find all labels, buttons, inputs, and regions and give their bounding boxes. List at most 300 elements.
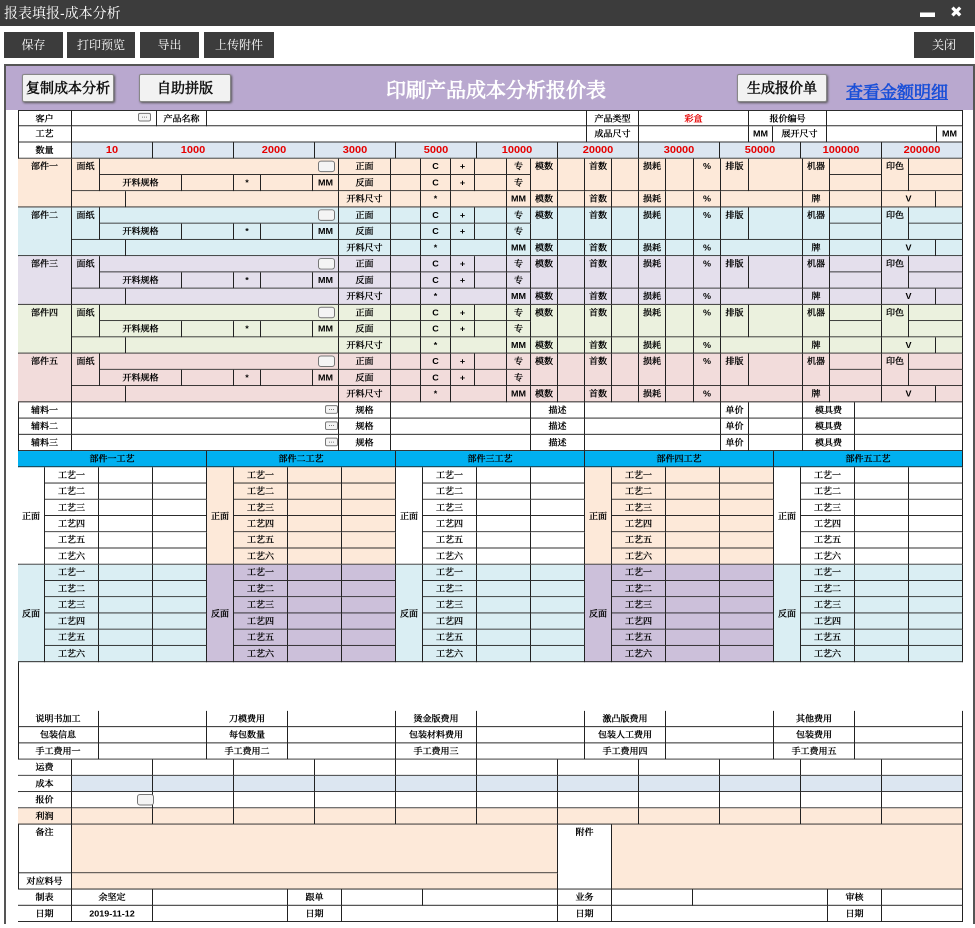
- copy-cost-analysis-button[interactable]: 复制成本分析: [22, 74, 114, 102]
- cost-input[interactable]: [639, 808, 720, 824]
- spot-input[interactable]: [475, 224, 507, 240]
- cost-input[interactable]: [396, 792, 477, 808]
- process-item-cost-input[interactable]: [342, 500, 396, 516]
- process-item-input[interactable]: [666, 484, 720, 500]
- process-item-cost-input[interactable]: [720, 467, 774, 483]
- cost-input[interactable]: [639, 776, 720, 792]
- material-no-input[interactable]: [72, 873, 558, 889]
- process-item-cost-input[interactable]: [720, 532, 774, 548]
- front-input[interactable]: [391, 207, 421, 223]
- layout-input[interactable]: [749, 256, 803, 288]
- cost-input[interactable]: [396, 776, 477, 792]
- maker-name[interactable]: 余坚定: [72, 890, 153, 906]
- process-item-input[interactable]: [666, 532, 720, 548]
- first-count-input[interactable]: [612, 337, 639, 353]
- first-count-input[interactable]: [612, 191, 639, 207]
- product-type-input[interactable]: 彩盒: [639, 110, 749, 126]
- product-name-input[interactable]: [207, 110, 587, 126]
- process-item-input[interactable]: [288, 630, 342, 646]
- cost-input[interactable]: [234, 760, 315, 776]
- fee-input[interactable]: [288, 727, 396, 743]
- process-item-cost-input[interactable]: [720, 548, 774, 564]
- cost-input[interactable]: [639, 760, 720, 776]
- process-item-cost-input[interactable]: [342, 467, 396, 483]
- process-item-input[interactable]: [855, 597, 909, 613]
- first-count-input[interactable]: [612, 159, 639, 191]
- quantity-cell[interactable]: 50000: [720, 142, 801, 158]
- cost-input[interactable]: [558, 792, 639, 808]
- quote-no-input[interactable]: [827, 110, 963, 126]
- cut-spec-w-input[interactable]: [182, 321, 234, 337]
- cost-input[interactable]: [315, 792, 396, 808]
- process-item-input[interactable]: [855, 565, 909, 581]
- loss-input[interactable]: [666, 305, 694, 337]
- machine-input[interactable]: [830, 207, 882, 223]
- process-item-input[interactable]: [288, 532, 342, 548]
- cost-input[interactable]: [882, 776, 963, 792]
- process-item-cost-input[interactable]: [153, 565, 207, 581]
- process-item-input[interactable]: [855, 630, 909, 646]
- loss-input[interactable]: [666, 207, 694, 239]
- fee-input[interactable]: [855, 743, 963, 759]
- process-item-cost-input[interactable]: [531, 516, 585, 532]
- spot-input[interactable]: [475, 305, 507, 321]
- process-item-cost-input[interactable]: [909, 467, 963, 483]
- mold-count-input[interactable]: [558, 240, 585, 256]
- cost-input[interactable]: [882, 760, 963, 776]
- process-item-input[interactable]: [477, 500, 531, 516]
- unit-price-input[interactable]: [749, 402, 803, 418]
- process-item-cost-input[interactable]: [531, 467, 585, 483]
- paper-input[interactable]: [100, 305, 339, 321]
- paper-input[interactable]: [100, 354, 339, 370]
- process-item-cost-input[interactable]: [153, 532, 207, 548]
- cost-input[interactable]: [558, 760, 639, 776]
- cut-spec-w-input[interactable]: [182, 224, 234, 240]
- process-item-input[interactable]: [288, 548, 342, 564]
- paper-extra-input[interactable]: [72, 191, 126, 207]
- machine-input[interactable]: [830, 272, 882, 288]
- spot-input[interactable]: [475, 175, 507, 191]
- remark-input[interactable]: [72, 825, 558, 874]
- process-item-input[interactable]: [666, 500, 720, 516]
- layout-input[interactable]: [749, 354, 803, 386]
- quantity-cell[interactable]: 20000: [558, 142, 639, 158]
- process-item-cost-input[interactable]: [909, 484, 963, 500]
- paper-pick-button[interactable]: [318, 209, 335, 220]
- back-input[interactable]: [391, 224, 421, 240]
- quantity-cell[interactable]: 2000: [234, 142, 315, 158]
- mold-count-input[interactable]: [558, 159, 585, 191]
- process-item-cost-input[interactable]: [153, 467, 207, 483]
- quantity-cell[interactable]: 10: [72, 142, 153, 158]
- desc-input[interactable]: [585, 402, 721, 418]
- cost-input[interactable]: [153, 792, 234, 808]
- cost-input[interactable]: [396, 808, 477, 824]
- cost-input[interactable]: [477, 792, 558, 808]
- process-item-input[interactable]: [477, 516, 531, 532]
- process-item-cost-input[interactable]: [909, 613, 963, 629]
- cost-input[interactable]: [72, 776, 153, 792]
- cut-size-extra-input[interactable]: [126, 191, 339, 207]
- fee-input[interactable]: [477, 711, 585, 727]
- process-item-cost-input[interactable]: [531, 630, 585, 646]
- back-input[interactable]: [391, 370, 421, 386]
- cut-spec-w-input[interactable]: [182, 272, 234, 288]
- loss-input[interactable]: [666, 289, 694, 305]
- unit-price-input[interactable]: [749, 435, 803, 451]
- process-item-cost-input[interactable]: [153, 630, 207, 646]
- process-item-input[interactable]: [855, 516, 909, 532]
- fee-input[interactable]: [666, 743, 774, 759]
- quantity-cell[interactable]: 10000: [477, 142, 558, 158]
- process-item-cost-input[interactable]: [909, 581, 963, 597]
- spot-input[interactable]: [475, 321, 507, 337]
- paper-input[interactable]: [100, 159, 339, 175]
- machine-input[interactable]: [830, 256, 882, 272]
- process-item-input[interactable]: [99, 646, 153, 662]
- material-pick-button[interactable]: ...: [325, 405, 338, 414]
- front-input[interactable]: [391, 354, 421, 370]
- cost-input[interactable]: [72, 808, 153, 824]
- cost-input[interactable]: [153, 808, 234, 824]
- business-input[interactable]: [612, 890, 693, 906]
- cost-input[interactable]: [234, 792, 315, 808]
- cut-size-w-input[interactable]: [391, 337, 421, 353]
- spot-input[interactable]: [475, 370, 507, 386]
- quantity-cell[interactable]: 200000: [882, 142, 963, 158]
- v-input[interactable]: [936, 289, 963, 305]
- loss-input[interactable]: [666, 191, 694, 207]
- process-input[interactable]: [72, 126, 587, 142]
- process-item-input[interactable]: [855, 613, 909, 629]
- layout-extra-input[interactable]: [721, 191, 803, 207]
- process-item-input[interactable]: [99, 548, 153, 564]
- follow-extra[interactable]: [423, 890, 558, 906]
- cut-size-extra-input[interactable]: [126, 386, 339, 402]
- brand-input[interactable]: [830, 386, 882, 402]
- process-item-cost-input[interactable]: [342, 565, 396, 581]
- process-item-cost-input[interactable]: [153, 500, 207, 516]
- front-input[interactable]: [391, 159, 421, 175]
- process-item-input[interactable]: [99, 613, 153, 629]
- v-input[interactable]: [936, 386, 963, 402]
- machine-input[interactable]: [830, 321, 882, 337]
- fee-input[interactable]: [99, 711, 207, 727]
- mold-fee-input[interactable]: [855, 419, 963, 435]
- cut-spec-h-input[interactable]: [261, 224, 313, 240]
- mold-count-input[interactable]: [558, 289, 585, 305]
- process-item-cost-input[interactable]: [153, 613, 207, 629]
- cost-input[interactable]: [477, 760, 558, 776]
- business-extra[interactable]: [693, 890, 828, 906]
- process-item-input[interactable]: [288, 613, 342, 629]
- cut-size-extra-input[interactable]: [126, 289, 339, 305]
- cost-input[interactable]: [882, 792, 963, 808]
- process-item-input[interactable]: [855, 548, 909, 564]
- first-count-input[interactable]: [612, 354, 639, 386]
- cut-size-h-input[interactable]: [451, 289, 507, 305]
- print-color-input[interactable]: [909, 175, 963, 191]
- process-item-input[interactable]: [666, 467, 720, 483]
- process-item-cost-input[interactable]: [531, 646, 585, 662]
- paper-extra-input[interactable]: [72, 386, 126, 402]
- cost-input[interactable]: [315, 760, 396, 776]
- spot-input[interactable]: [475, 159, 507, 175]
- spec-input[interactable]: [391, 402, 531, 418]
- attachment-area[interactable]: [612, 825, 963, 890]
- cut-spec-h-input[interactable]: [261, 272, 313, 288]
- cost-input[interactable]: [234, 776, 315, 792]
- cut-size-h-input[interactable]: [451, 240, 507, 256]
- process-item-cost-input[interactable]: [531, 484, 585, 500]
- cut-size-w-input[interactable]: [391, 289, 421, 305]
- process-item-cost-input[interactable]: [909, 532, 963, 548]
- cost-input[interactable]: [558, 808, 639, 824]
- process-item-input[interactable]: [855, 467, 909, 483]
- process-item-input[interactable]: [666, 548, 720, 564]
- process-item-cost-input[interactable]: [720, 597, 774, 613]
- minimize-icon[interactable]: ▬: [920, 4, 935, 21]
- process-item-input[interactable]: [99, 597, 153, 613]
- upload-attachment-button[interactable]: 上传附件: [204, 32, 274, 58]
- front-input[interactable]: [391, 256, 421, 272]
- process-item-input[interactable]: [855, 581, 909, 597]
- process-item-cost-input[interactable]: [720, 630, 774, 646]
- process-item-cost-input[interactable]: [342, 581, 396, 597]
- process-item-cost-input[interactable]: [720, 613, 774, 629]
- loss-input[interactable]: [666, 240, 694, 256]
- layout-extra-input[interactable]: [721, 386, 803, 402]
- process-item-cost-input[interactable]: [720, 484, 774, 500]
- cut-spec-h-input[interactable]: [261, 370, 313, 386]
- process-item-input[interactable]: [477, 548, 531, 564]
- paper-pick-button[interactable]: [318, 356, 335, 367]
- fee-input[interactable]: [99, 727, 207, 743]
- process-item-cost-input[interactable]: [153, 548, 207, 564]
- spec-input[interactable]: [391, 435, 531, 451]
- back-input[interactable]: [391, 272, 421, 288]
- date-input[interactable]: [612, 906, 828, 922]
- mold-count-input[interactable]: [558, 305, 585, 337]
- cut-spec-h-input[interactable]: [261, 321, 313, 337]
- machine-input[interactable]: [830, 354, 882, 370]
- loss-input[interactable]: [666, 386, 694, 402]
- fee-input[interactable]: [99, 743, 207, 759]
- material-input[interactable]: [72, 402, 339, 418]
- process-item-input[interactable]: [666, 516, 720, 532]
- layout-extra-input[interactable]: [721, 240, 803, 256]
- paper-pick-button[interactable]: [318, 307, 335, 318]
- follow-input[interactable]: [342, 890, 423, 906]
- print-color-input[interactable]: [909, 207, 963, 223]
- process-item-cost-input[interactable]: [342, 597, 396, 613]
- generate-quote-button[interactable]: 生成报价单: [737, 74, 827, 102]
- process-item-input[interactable]: [99, 565, 153, 581]
- fee-input[interactable]: [477, 743, 585, 759]
- process-item-input[interactable]: [477, 467, 531, 483]
- spot-input[interactable]: [475, 354, 507, 370]
- process-item-cost-input[interactable]: [342, 516, 396, 532]
- process-item-cost-input[interactable]: [720, 581, 774, 597]
- cost-input[interactable]: [315, 776, 396, 792]
- loss-input[interactable]: [666, 159, 694, 191]
- fee-input[interactable]: [666, 711, 774, 727]
- process-item-input[interactable]: [99, 630, 153, 646]
- cost-input[interactable]: [315, 808, 396, 824]
- cost-input[interactable]: [720, 776, 801, 792]
- process-item-input[interactable]: [477, 532, 531, 548]
- material-input[interactable]: [72, 435, 339, 451]
- quantity-cell[interactable]: 100000: [801, 142, 882, 158]
- loss-input[interactable]: [666, 337, 694, 353]
- process-item-cost-input[interactable]: [342, 646, 396, 662]
- cut-size-h-input[interactable]: [451, 337, 507, 353]
- process-item-input[interactable]: [666, 630, 720, 646]
- process-item-input[interactable]: [288, 484, 342, 500]
- cut-spec-h-input[interactable]: [261, 175, 313, 191]
- process-item-input[interactable]: [477, 630, 531, 646]
- brand-input[interactable]: [830, 289, 882, 305]
- print-color-input[interactable]: [909, 370, 963, 386]
- machine-input[interactable]: [830, 159, 882, 175]
- cost-input[interactable]: [153, 776, 234, 792]
- cut-size-h-input[interactable]: [451, 386, 507, 402]
- mold-count-input[interactable]: [558, 337, 585, 353]
- back-input[interactable]: [391, 321, 421, 337]
- process-item-input[interactable]: [99, 500, 153, 516]
- process-item-cost-input[interactable]: [720, 565, 774, 581]
- export-button[interactable]: 导出: [140, 32, 199, 58]
- process-item-input[interactable]: [477, 613, 531, 629]
- process-item-input[interactable]: [99, 532, 153, 548]
- layout-extra-input[interactable]: [721, 289, 803, 305]
- mold-fee-input[interactable]: [855, 402, 963, 418]
- fee-input[interactable]: [288, 711, 396, 727]
- maker-extra[interactable]: [153, 890, 288, 906]
- process-item-input[interactable]: [855, 532, 909, 548]
- process-item-cost-input[interactable]: [531, 581, 585, 597]
- layout-input[interactable]: [749, 159, 803, 191]
- process-item-input[interactable]: [477, 646, 531, 662]
- process-item-input[interactable]: [855, 484, 909, 500]
- spot-input[interactable]: [475, 272, 507, 288]
- desc-input[interactable]: [585, 419, 721, 435]
- process-item-input[interactable]: [99, 484, 153, 500]
- cost-input[interactable]: [801, 808, 882, 824]
- paper-extra-input[interactable]: [72, 240, 126, 256]
- mold-count-input[interactable]: [558, 256, 585, 288]
- cost-input[interactable]: [396, 760, 477, 776]
- paper-input[interactable]: [100, 207, 339, 223]
- v-input[interactable]: [936, 191, 963, 207]
- process-item-cost-input[interactable]: [531, 597, 585, 613]
- v-input[interactable]: [936, 240, 963, 256]
- cost-input[interactable]: [72, 760, 153, 776]
- first-count-input[interactable]: [612, 256, 639, 288]
- process-item-cost-input[interactable]: [342, 630, 396, 646]
- mold-count-input[interactable]: [558, 386, 585, 402]
- date-input[interactable]: [342, 906, 558, 922]
- process-item-input[interactable]: [288, 565, 342, 581]
- print-color-input[interactable]: [909, 354, 963, 370]
- quantity-cell[interactable]: 5000: [396, 142, 477, 158]
- fee-input[interactable]: [477, 727, 585, 743]
- machine-input[interactable]: [830, 175, 882, 191]
- process-item-cost-input[interactable]: [153, 646, 207, 662]
- unit-price-input[interactable]: [749, 419, 803, 435]
- print-color-input[interactable]: [909, 224, 963, 240]
- cost-input[interactable]: [801, 776, 882, 792]
- process-item-cost-input[interactable]: [909, 500, 963, 516]
- front-input[interactable]: [391, 305, 421, 321]
- print-color-input[interactable]: [909, 321, 963, 337]
- quantity-cell[interactable]: 3000: [315, 142, 396, 158]
- spec-input[interactable]: [391, 419, 531, 435]
- save-button[interactable]: 保存: [4, 32, 63, 58]
- cost-input[interactable]: [720, 808, 801, 824]
- fee-input[interactable]: [855, 727, 963, 743]
- process-item-input[interactable]: [288, 646, 342, 662]
- mold-count-input[interactable]: [558, 354, 585, 386]
- layout-extra-input[interactable]: [721, 337, 803, 353]
- unfold-size-input[interactable]: [827, 126, 937, 142]
- paper-extra-input[interactable]: [72, 289, 126, 305]
- process-item-input[interactable]: [477, 581, 531, 597]
- quantity-cell[interactable]: 30000: [639, 142, 720, 158]
- desc-input[interactable]: [585, 435, 721, 451]
- process-item-cost-input[interactable]: [531, 565, 585, 581]
- layout-input[interactable]: [749, 305, 803, 337]
- process-item-input[interactable]: [666, 581, 720, 597]
- quote-calc-button[interactable]: [137, 794, 154, 805]
- spot-input[interactable]: [475, 207, 507, 223]
- process-item-input[interactable]: [288, 597, 342, 613]
- machine-input[interactable]: [830, 370, 882, 386]
- process-item-cost-input[interactable]: [153, 581, 207, 597]
- cut-size-h-input[interactable]: [451, 191, 507, 207]
- brand-input[interactable]: [830, 337, 882, 353]
- process-item-cost-input[interactable]: [153, 516, 207, 532]
- paper-input[interactable]: [100, 256, 339, 272]
- paper-extra-input[interactable]: [72, 337, 126, 353]
- cost-input[interactable]: [720, 792, 801, 808]
- material-input[interactable]: [72, 419, 339, 435]
- cost-input[interactable]: [477, 808, 558, 824]
- v-input[interactable]: [936, 337, 963, 353]
- view-amount-detail-link[interactable]: 查看金额明细: [846, 83, 948, 102]
- brand-input[interactable]: [830, 191, 882, 207]
- process-item-cost-input[interactable]: [720, 500, 774, 516]
- process-item-cost-input[interactable]: [909, 646, 963, 662]
- process-item-cost-input[interactable]: [720, 646, 774, 662]
- cut-size-w-input[interactable]: [391, 191, 421, 207]
- first-count-input[interactable]: [612, 386, 639, 402]
- print-color-input[interactable]: [909, 159, 963, 175]
- date-extra[interactable]: [153, 906, 288, 922]
- fee-input[interactable]: [288, 743, 396, 759]
- process-item-input[interactable]: [477, 484, 531, 500]
- loss-input[interactable]: [666, 256, 694, 288]
- layout-input[interactable]: [749, 207, 803, 239]
- process-item-input[interactable]: [666, 597, 720, 613]
- cost-input[interactable]: [801, 760, 882, 776]
- process-item-input[interactable]: [855, 646, 909, 662]
- process-item-cost-input[interactable]: [342, 532, 396, 548]
- cut-size-extra-input[interactable]: [126, 337, 339, 353]
- process-item-input[interactable]: [666, 646, 720, 662]
- mold-count-input[interactable]: [558, 191, 585, 207]
